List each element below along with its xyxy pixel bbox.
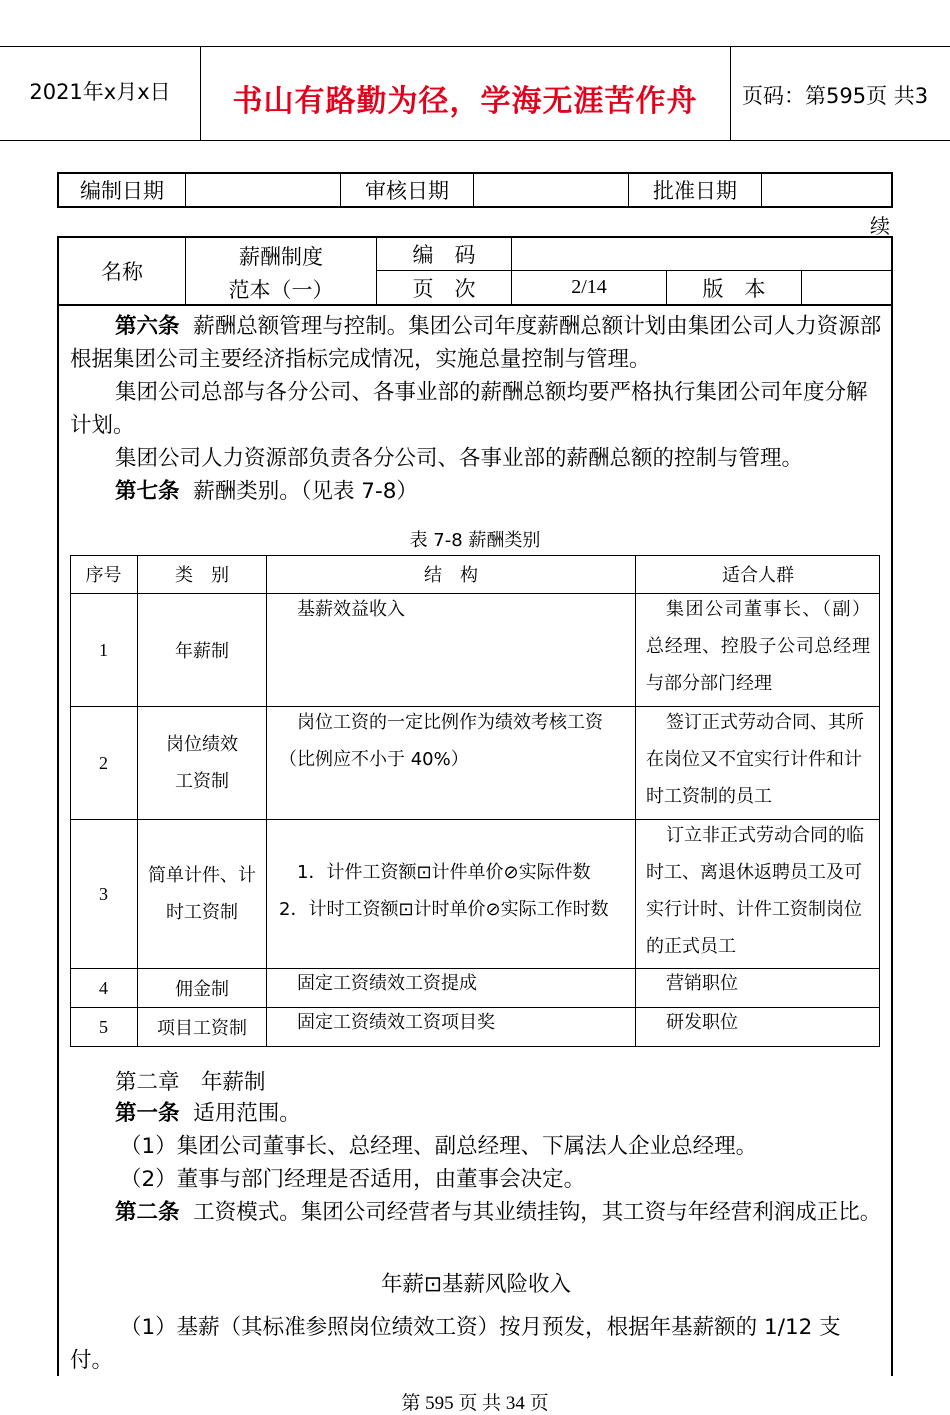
chapter2-article-2 — [70, 1196, 882, 1229]
salary-type-table — [70, 555, 880, 1047]
article-7-text: 薪酬类别。（见表 7-8） — [193, 479, 418, 504]
salary-target: 研发职位 — [666, 1012, 738, 1033]
salary-type: 年薪制 — [175, 641, 229, 662]
salary-type: 简单计件、计时工资制 — [148, 865, 256, 923]
header-date: 2021年x月x日 — [29, 80, 171, 104]
grid-line — [635, 555, 636, 1047]
code-value — [512, 238, 891, 270]
article-6 — [70, 310, 882, 376]
row-number: 4 — [99, 977, 108, 998]
salary-target: 集团公司董事长、（副）总经理、控股子公司总经理与部分部门经理 — [646, 599, 870, 694]
list-item: （1）基薪（其标准参照岗位绩效工资）按月预发，根据年基薪额的 1/12 支付。 — [70, 1315, 841, 1373]
grid-line — [266, 555, 267, 1047]
divider — [761, 174, 762, 206]
row-number: 3 — [99, 883, 108, 904]
page-value: 2/14 — [571, 276, 607, 298]
list-item: （1）集团公司董事长、总经理、副总经理、下属法人企业总经理。 — [120, 1134, 758, 1159]
table-header: 适合人群 — [722, 565, 794, 586]
table-caption: 表 7-8 薪酬类别 — [409, 530, 541, 551]
paragraph: 集团公司总部与各分公司、各事业部的薪酬总额均要严格执行集团公司年度分解计划。 — [70, 380, 868, 438]
approve-date-label: 批准日期 — [653, 179, 737, 203]
chapter2-article-1 — [70, 1097, 882, 1130]
version-value — [802, 271, 891, 304]
list-item: （2）董事与部门经理是否适用，由董事会决定。 — [120, 1167, 586, 1192]
article-7 — [70, 475, 882, 508]
article-2-text: 工资模式。集团公司经营者与其业绩挂钩，其工资与年经营利润成正比。 — [193, 1200, 882, 1225]
header-divider — [730, 46, 731, 140]
row-number: 1 — [99, 639, 108, 660]
salary-structure: 基薪效益收入 — [297, 599, 405, 620]
formula: 年薪⊡基薪风险收入 — [380, 1272, 571, 1297]
table-header: 结 构 — [424, 565, 478, 586]
paragraph: 集团公司人力资源部负责各分公司、各事业部的薪酬总额的控制与管理。 — [115, 446, 804, 471]
code-label: 编 码 — [412, 243, 476, 267]
salary-structure: 岗位工资的一定比例作为绩效考核工资（比例应不小于 40%） — [279, 712, 603, 770]
header-bottom-rule — [0, 140, 950, 141]
salary-target: 营销职位 — [666, 973, 738, 994]
salary-target: 签订正式劳动合同、其所在岗位又不宜实行计件和计时工资制的员工 — [646, 712, 864, 807]
salary-structure: 固定工资绩效工资提成 — [297, 973, 477, 994]
salary-type: 岗位绩效工资制 — [166, 734, 238, 792]
row-number: 2 — [99, 752, 108, 773]
row-number: 5 — [99, 1016, 108, 1037]
article-1-text: 适用范围。 — [193, 1101, 301, 1126]
article-6-heading: 第六条 — [115, 314, 180, 339]
divider — [185, 174, 186, 206]
table-header: 序号 — [85, 565, 122, 586]
review-date-label: 审核日期 — [365, 179, 449, 203]
article-6-text: 薪酬总额管理与控制。集团公司年度薪酬总额计划由集团公司人力资源部根据集团公司主要经济指标完成情况，实施总量控制与管理。 — [70, 314, 882, 372]
compile-date-label: 编制日期 — [80, 179, 164, 203]
article-1-heading: 第一条 — [115, 1101, 180, 1126]
salary-type: 项目工资制 — [157, 1018, 247, 1039]
divider — [473, 174, 474, 206]
footer-page-number: 第 595 页 共 34 页 — [401, 1393, 549, 1414]
doc-name-line2: 范本（一） — [228, 278, 334, 302]
table-header: 类 别 — [175, 565, 229, 586]
header-page-number: 页码：第595页 共3 — [742, 84, 929, 108]
salary-structure: 固定工资绩效工资项目奖 — [297, 1012, 495, 1033]
version-label: 版 本 — [702, 276, 766, 301]
article-7-heading: 第七条 — [115, 479, 180, 504]
doc-name-line1: 薪酬制度 — [239, 245, 323, 269]
info-table-bottom-rule — [57, 304, 893, 306]
name-label: 名称 — [101, 260, 143, 284]
chapter-title: 第二章 年薪制 — [115, 1070, 266, 1095]
salary-structure — [279, 817, 629, 965]
header-motto: 书山有路勤为径，学海无涯苦作舟 — [232, 84, 698, 119]
formula-line: 1．计件工资额⊡计件单价⊘实际件数 2．计时工资额⊡计时单价⊘实际工作时数 — [279, 862, 609, 920]
article-2-heading: 第二条 — [115, 1200, 180, 1225]
salary-target: 订立非正式劳动合同的临时工、离退休返聘员工及可实行计时、计件工资制岗位的正式员工 — [646, 825, 864, 957]
header-top-rule — [0, 46, 950, 47]
page-label: 页 次 — [412, 276, 476, 301]
salary-type: 佣金制 — [175, 979, 229, 1000]
continue-mark: 续 — [870, 214, 890, 238]
